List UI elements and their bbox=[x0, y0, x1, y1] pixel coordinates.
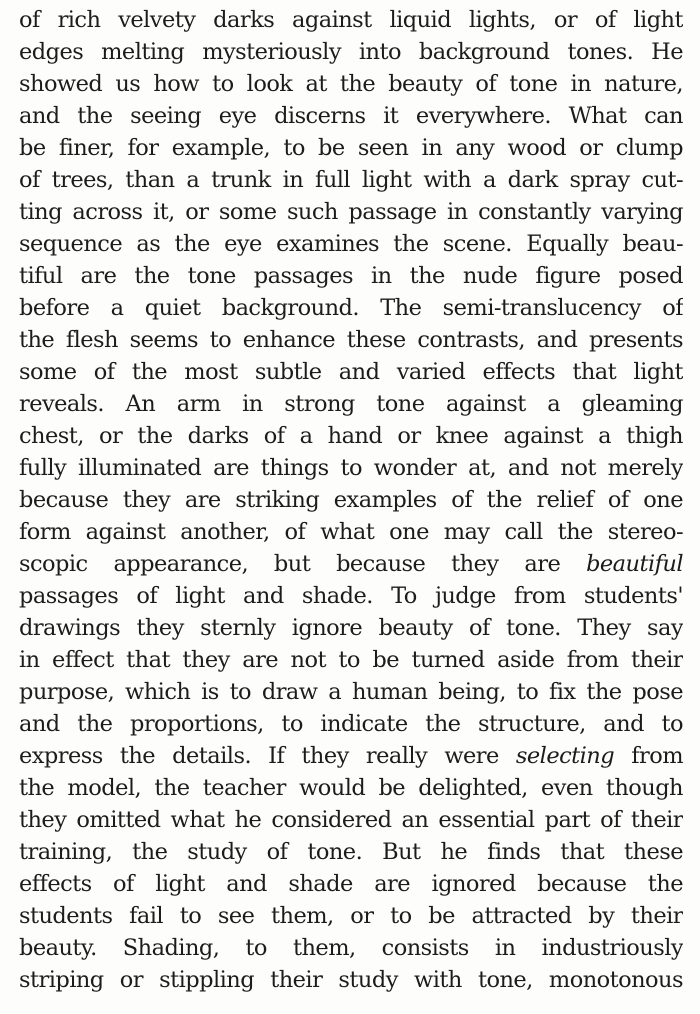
text-line-24-roman-a: express the details. If they really were bbox=[19, 743, 516, 769]
text-line-30: beauty. Shading, to them, consists in industriously bbox=[19, 935, 683, 961]
text-line-4: and the seeing eye discerns it everywhere. What can bbox=[19, 103, 683, 129]
text-line-26: they omitted what he considered an essential part of their bbox=[19, 807, 683, 833]
text-line-24-roman-b: from bbox=[614, 743, 683, 769]
text-line-16: because they are striking examples of the relief of one bbox=[19, 487, 683, 513]
emphasis-selecting: selecting bbox=[515, 743, 615, 769]
text-line-1: of rich velvety darks against liquid lights, or of light bbox=[19, 7, 683, 33]
text-line-11: the flesh seems to enhance these contrasts, and presents bbox=[19, 327, 683, 353]
text-line-7: ting across it, or some such passage in constantly varying bbox=[19, 199, 683, 225]
text-line-31: striping or stippling their study with tone, monotonous bbox=[19, 967, 683, 993]
text-line-18-roman: scopic appearance, but because they are bbox=[19, 551, 587, 577]
text-line-3: showed us how to look at the beauty of tone in nature, bbox=[19, 71, 683, 97]
emphasis-beautiful: beautiful bbox=[586, 551, 683, 577]
text-line-8: sequence as the eye examines the scene. Equally beau- bbox=[19, 231, 683, 257]
text-line-25: the model, the teacher would be delighted, even though bbox=[19, 775, 683, 801]
text-line-15: fully illuminated are things to wonder at, and not merely bbox=[19, 455, 683, 481]
text-line-6: of trees, than a trunk in full light with a dark spray cut- bbox=[19, 167, 683, 193]
text-line-18 bbox=[19, 548, 683, 580]
text-line-2: edges melting mysteriously into background tones. He bbox=[19, 39, 683, 65]
text-line-12: some of the most subtle and varied effects that light bbox=[19, 359, 683, 385]
text-line-9: tiful are the tone passages in the nude figure posed bbox=[19, 263, 683, 289]
body-text bbox=[19, 4, 683, 996]
text-line-21: in effect that they are not to be turned aside from their bbox=[19, 647, 683, 673]
text-line-13: reveals. An arm in strong tone against a gleaming bbox=[19, 391, 683, 417]
text-line-27: training, the study of tone. But he finds that these bbox=[19, 839, 683, 865]
text-line-23: and the proportions, to indicate the structure, and to bbox=[19, 711, 683, 737]
text-line-5: be finer, for example, to be seen in any wood or clump bbox=[19, 135, 683, 161]
text-line-29: students fail to see them, or to be attracted by their bbox=[19, 903, 683, 929]
text-line-17: form against another, of what one may call the stereo- bbox=[19, 519, 683, 545]
text-line-22: purpose, which is to draw a human being, to fix the pose bbox=[19, 679, 683, 705]
text-line-20: drawings they sternly ignore beauty of tone. They say bbox=[19, 615, 683, 641]
text-line-24 bbox=[19, 740, 683, 772]
text-line-28: effects of light and shade are ignored because the bbox=[19, 871, 683, 897]
text-line-14: chest, or the darks of a hand or knee against a thigh bbox=[19, 423, 683, 449]
text-line-10: before a quiet background. The semi-translucency of bbox=[19, 295, 683, 321]
text-line-19: passages of light and shade. To judge from students' bbox=[19, 583, 683, 609]
